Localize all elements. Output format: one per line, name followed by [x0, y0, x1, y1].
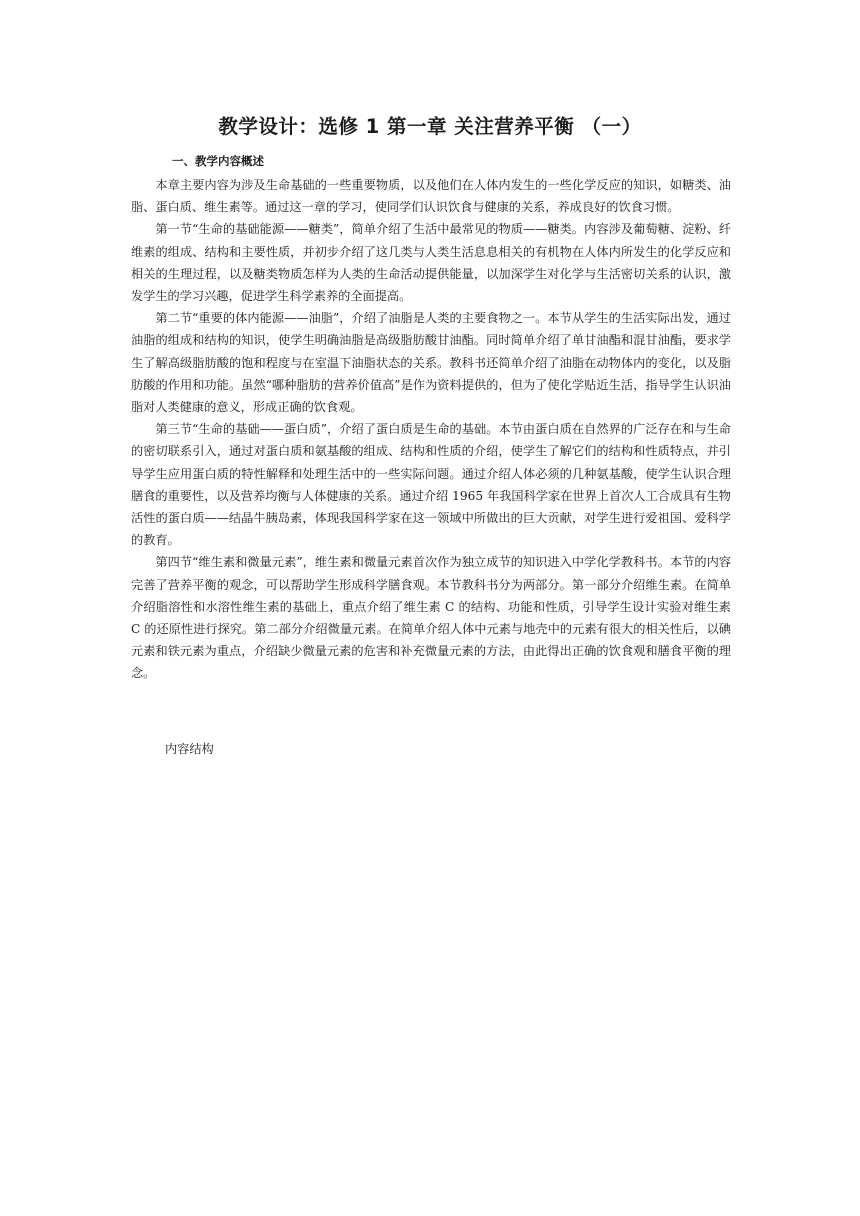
content-structure-label: 内容结构: [165, 742, 214, 756]
page-title: 教学设计：选修 1 第一章 关注营养平衡 （一）: [218, 115, 642, 138]
paragraph-section-2: 第二节“重要的体内能源——油脂”，介绍了油脂是人类的主要食物之一。本节从学生的生活实际出发，通过油脂的组成和结构的知识，使学生明确油脂是高级脂肪酸甘油酯。同时简单介绍了单甘油酯和混甘油酯，要求学生了解高级脂肪酸的饱和程度与在室温下油脂状态的关系。教科书还简单介绍了油脂在动物体内的变化，以及脂肪酸的作用和功能。虽然“哪种脂肪的营养价值高”是作为资料提供的，但为了使化学贴近生活，指导学生认识油脂对人类健康的意义，形成正确的饮食观。: [131, 311, 731, 415]
paragraph-section-4: 第四节“维生素和微量元素”，维生素和微量元素首次作为独立成节的知识进入中学化学教科书。本节的内容完善了营养平衡的观念，可以帮助学生形成科学膳食观。本节教科书分为两部分。第一部分介绍维生素。在简单介绍脂溶性和水溶性维生素的基础上，重点介绍了维生素 C 的结构、功能和性质，引导学生设计实验对维生素 C 的还原性进行探究。第二部分介绍微量元素。在简单介绍人体中元素与地壳中的元素有很大的相关性后，以碘元素和铁元素为重点，介绍缺少微量元素的危害和补充微量元素的方法，由此得出正确的饮食观和膳食平衡的理念。: [131, 555, 731, 681]
paragraph-section-3: 第三节“生命的基础——蛋白质”，介绍了蛋白质是生命的基础。本节由蛋白质在自然界的广泛存在和与生命的密切联系引入，通过对蛋白质和氨基酸的组成、结构和性质的介绍，使学生了解它们的结构和性质特点，并引导学生应用蛋白质的特性解释和处理生活中的一些实际问题。通过介绍人体必须的几种氨基酸，使学生认识合理膳食的重要性，以及营养均衡与人体健康的关系。通过介绍 1965 年我国科学家在世界上首次人工合成具有生物活性的蛋白质——结晶牛胰岛素，体现我国科学家在这一领域中所做出的巨大贡献，对学生进行爱祖国、爱科学的教育。: [131, 422, 731, 548]
paragraph-overview: 本章主要内容为涉及生命基础的一些重要物质，以及他们在人体内发生的一些化学反应的知识，如糖类、油脂、蛋白质、维生素等。通过这一章的学习，使同学们认识饮食与健康的关系，养成良好的饮食习惯。: [131, 178, 731, 215]
body-text: [131, 174, 731, 685]
paragraph-section-1: 第一节“生命的基础能源——糖类”，简单介绍了生活中最常见的物质——糖类。内容涉及葡萄糖、淀粉、纤维素的组成、结构和主要性质，并初步介绍了这几类与人类生活息息相关的有机物在人体内所发生的化学反应和相关的生理过程，以及糖类物质怎样为人类的生命活动提供能量，以加深学生对化学与生活密切关系的认识，激发学生的学习兴趣，促进学生科学素养的全面提高。: [131, 222, 731, 304]
section-heading: 一、教学内容概述: [172, 154, 264, 168]
